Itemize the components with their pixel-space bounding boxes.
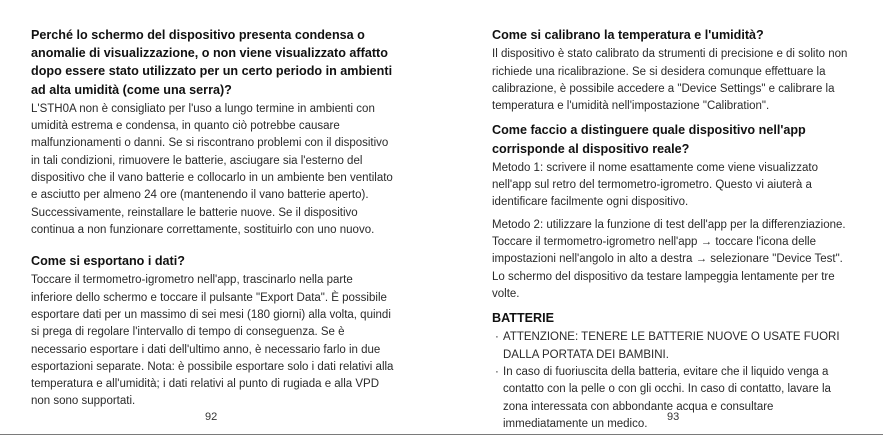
faq-body-export-data: Toccare il termometro-igrometro nell'app, trascinarlo nella parte inferiore dello schermo e toccare il pulsante "Export Data". È possibile esportare dati per un massimo di sei mesi (180 giorni) alla volta, quindi si prega di regolare l'intervallo di tempo di conseguenza. Se è necessario esportare i dati dell'ultimo anno, è necessario farlo in due esportazioni separate. Nota: è possibile esportare solo i dati relativi alla temperatura e all'umidità; i dati relativi al punto di rugiada e alla VPD non sono supportati.: [31, 274, 394, 408]
page-number-right: 93: [667, 411, 680, 423]
faq-body-condensation: L'STH0A non è consigliato per l'uso a lungo termine in ambienti con umidità estrema e condensa, in quanto ciò potrebbe causare malfunzionamenti o danni. Se si riscontrano problemi con il dispositivo in tali condizioni, rimuovere le batterie, asciugare sia l'esterno del dispositivo che il vano batterie e collocarlo in un ambiente ben ventilato e asciutto per almeno 24 ore (mantenendo il vano batterie aperto). Successivamente, reinstallare le batterie nuove. Se il dispositivo continua a non funzionare correttamente, sostituirlo con uno nuovo.: [31, 102, 393, 236]
battery-leak-text: In caso di fuoriuscita della batteria, evitare che il liquido venga a contatto con la pelle o con gli occhi. In caso di contatto, lavare la zona interessata con abbondante acqua e consultare immediatamente un medico.: [503, 365, 831, 430]
faq-body-calibration: Il dispositivo è stato calibrato da strumenti di precisione e di solito non richiede una ricalibrazione. Se si desidera comunque effettuare la calibrazione, è possibile accedere a "Device Settings" e calibrare la temperatura e l'umidità nell'impostazione "Calibration".: [492, 48, 848, 113]
bottom-divider: [0, 434, 883, 435]
battery-warning-text: ATTENZIONE: TENERE LE BATTERIE NUOVE O USATE FUORI DALLA PORTATA DEI BAMBINI.: [503, 331, 840, 361]
bullet-icon: ·: [495, 365, 499, 378]
left-page: [31, 26, 397, 411]
bullet-icon: ·: [495, 331, 499, 344]
page-number-left: 92: [205, 411, 218, 423]
faq-body-method-1: Metodo 1: scrivere il nome esattamente come viene visualizzato nell'app sul retro del termometro-igrometro. Questo vi aiuterà a identificare facilmente ogni dispositivo.: [492, 161, 818, 209]
right-page: [492, 26, 858, 433]
faq-body-method-2: Metodo 2: utilizzare la funzione di test dell'app per la differenziazione. Toccare il termometro-igrometro nell'app → toccare l'icona delle impostazioni nell'angolo in alto a destra → selezionare "Device Test". Lo schermo del dispositivo da testare lampeggia lentamente per tre volte.: [492, 218, 846, 300]
list-item: [492, 329, 858, 364]
faq-heading-condensation: Perché lo schermo del dispositivo presenta condensa o anomalie di visualizzazione, o non viene visualizzato affatto dopo essere stato utilizzato per un certo periodo in ambienti ad alta umidità (come una serra)?: [31, 28, 393, 97]
faq-heading-identify-device: Come faccio a distinguere quale dispositivo nell'app corrisponde al dispositivo reale?: [492, 123, 806, 156]
faq-heading-calibration: Come si calibrano la temperatura e l'umidità?: [492, 28, 764, 42]
faq-heading-export-data: Come si esportano i dati?: [31, 254, 185, 269]
batteries-heading: BATTERIE: [492, 311, 555, 326]
